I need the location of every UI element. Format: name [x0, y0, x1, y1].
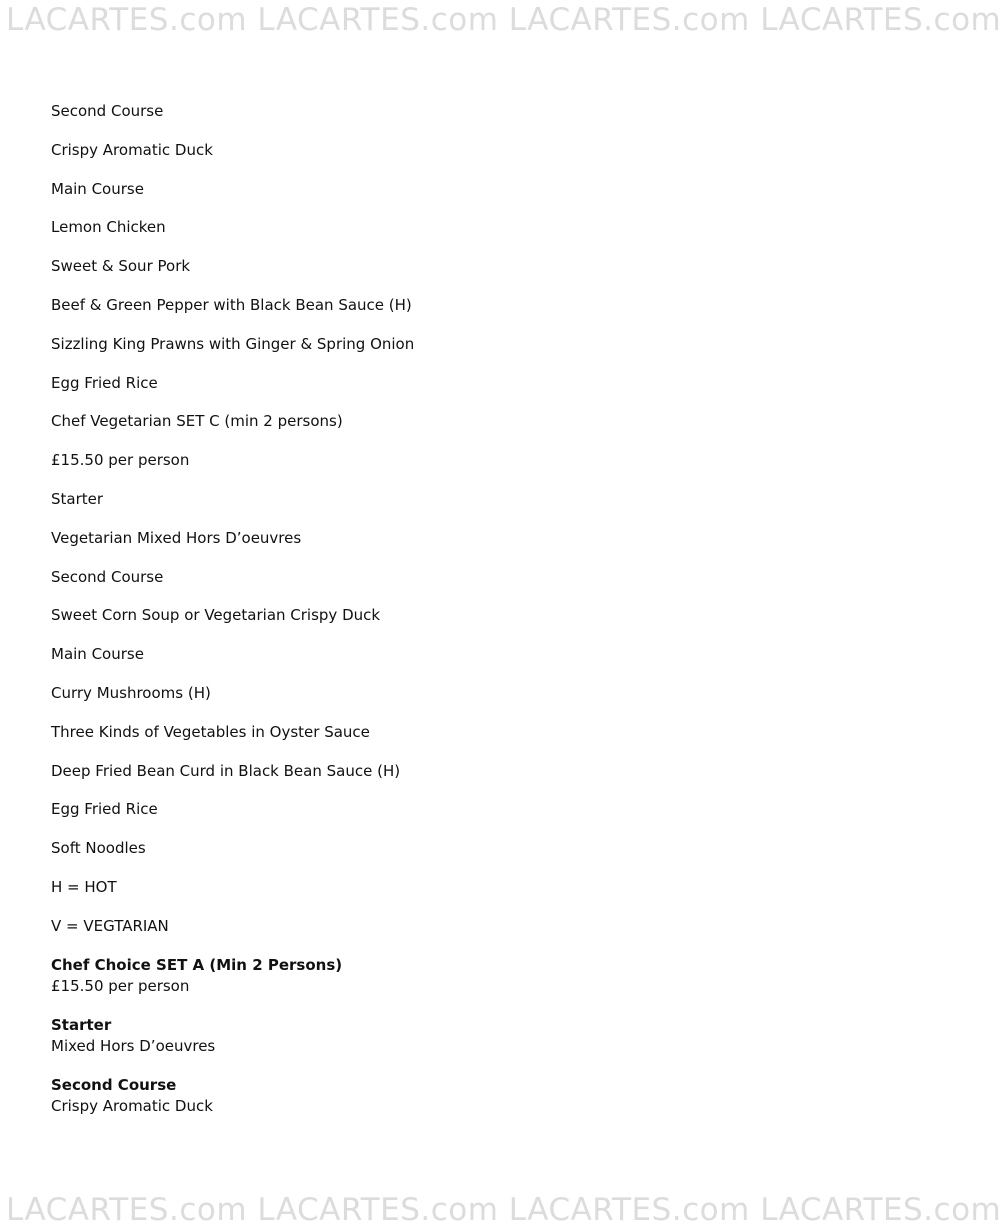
- menu-line: Egg Fried Rice: [51, 373, 158, 392]
- menu-line: Second Course: [51, 567, 164, 586]
- watermark-top: LACARTES.com LACARTES.com LACARTES.com LACARTES.com: [6, 2, 1002, 38]
- set-a-price: £15.50 per person: [51, 976, 190, 995]
- set-a-heading-block: [51, 955, 831, 997]
- menu-line: Beef & Green Pepper with Black Bean Sauce (H): [51, 295, 412, 314]
- watermark-bottom: LACARTES.com LACARTES.com LACARTES.com LACARTES.com: [6, 1192, 1002, 1228]
- set-a-starter-block: [51, 1015, 831, 1057]
- set-a-second-block: [51, 1075, 831, 1117]
- menu-line: Vegetarian Mixed Hors D’oeuvres: [51, 528, 302, 547]
- menu-line: Main Course: [51, 179, 144, 198]
- set-a-starter-heading: Starter: [51, 1015, 112, 1034]
- set-a-second-item: Crispy Aromatic Duck: [51, 1096, 213, 1115]
- menu-line: Curry Mushrooms (H): [51, 683, 211, 702]
- menu-content: [51, 101, 831, 1135]
- menu-line: Starter: [51, 489, 104, 508]
- menu-line: Crispy Aromatic Duck: [51, 140, 213, 159]
- set-a-second-heading: Second Course: [51, 1075, 177, 1094]
- menu-line: Three Kinds of Vegetables in Oyster Sauce: [51, 722, 370, 741]
- menu-line: Chef Vegetarian SET C (min 2 persons): [51, 412, 343, 431]
- menu-line: Deep Fried Bean Curd in Black Bean Sauce (H): [51, 761, 401, 780]
- menu-line: Sweet & Sour Pork: [51, 257, 191, 276]
- menu-line: Sweet Corn Soup or Vegetarian Crispy Duck: [51, 606, 381, 625]
- menu-line: H = HOT: [51, 877, 117, 896]
- menu-line: Egg Fried Rice: [51, 800, 158, 819]
- set-a-title: Chef Choice SET A (Min 2 Persons): [51, 955, 343, 974]
- menu-line: £15.50 per person: [51, 451, 190, 470]
- menu-line: Soft Noodles: [51, 839, 146, 858]
- menu-line: Main Course: [51, 645, 144, 664]
- menu-line: Sizzling King Prawns with Ginger & Spring Onion: [51, 334, 415, 353]
- menu-line: Lemon Chicken: [51, 218, 166, 237]
- menu-line: Second Course: [51, 102, 164, 120]
- menu-line: V = VEGTARIAN: [51, 916, 169, 935]
- set-a-starter-item: Mixed Hors D’oeuvres: [51, 1036, 216, 1055]
